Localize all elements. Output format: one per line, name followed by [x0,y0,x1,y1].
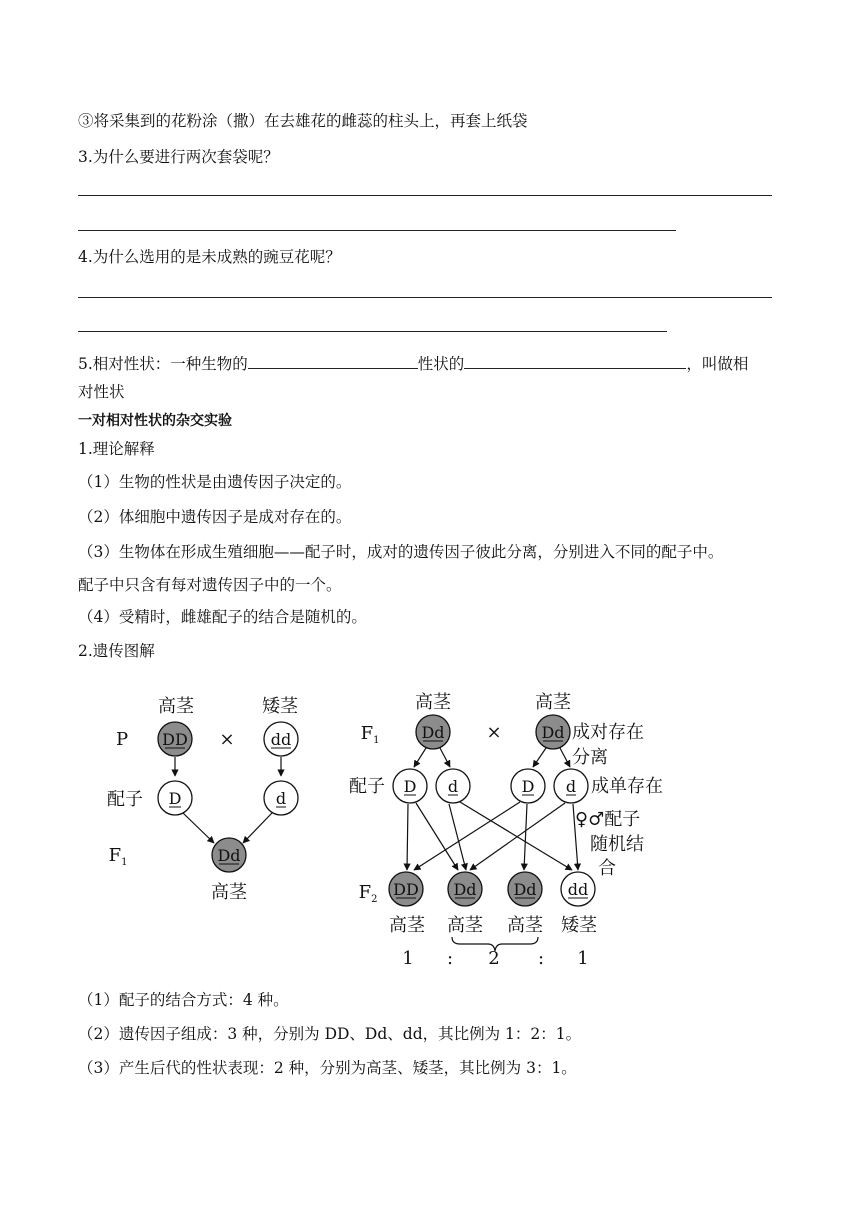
right-gamete-label: 配子 [349,776,385,797]
arrow [183,813,214,843]
gamete-text: D [403,777,417,796]
gamete-text: d [275,789,287,808]
f1-parent-text: Dd [421,723,445,742]
left-tall-label: 高茎 [158,696,194,717]
arrow [533,748,546,767]
note-gametes: ♀♂配子 [575,809,641,830]
note-combine: 合 [598,858,616,879]
result-item: （3）产生后代的性状表现：2 种，分别为高茎、矮茎，其比例为 3：1。 [78,1059,577,1077]
right-cross: × [486,722,502,743]
right-f1-sub: 1 [373,735,380,746]
theory-item: （3）生物体在形成生殖细胞——配子时，成对的遗传因子彼此分离，分别进入不同的配子中。 [78,543,724,561]
ratio-number: 1 [577,948,589,969]
arrow [440,748,450,767]
q5-text-a: 5.相对性状：一种生物的 [78,355,248,373]
parent-rr-text: dd [270,730,292,749]
result-item: （1）配子的结合方式：4 种。 [78,991,289,1009]
question-5-cont: 对性状 [78,383,125,401]
theory-title: 1.理论解释 [78,440,155,458]
offspring-text: Dd [453,880,477,899]
f1-pheno: 高茎 [211,882,247,903]
gamete-text: D [521,777,535,796]
step-3-text: ③将采集到的花粉涂（撒）在去雄花的雌蕊的柱头上，再套上纸袋 [78,112,528,130]
right-f1-letter: F [360,723,374,744]
theory-item: 配子中只含有每对遗传因子中的一个。 [78,576,342,594]
right-f1-label [361,723,380,746]
left-gamete-label: 配子 [107,789,143,810]
offspring-text: DD [393,880,419,899]
arrow [460,802,572,870]
left-f1-label [109,845,128,868]
f1-parent-text: Dd [541,723,565,742]
arrow [414,748,426,767]
gamete-text: d [565,777,577,796]
section-heading: 一对相对性状的杂交实验 [78,413,232,429]
phenotype-label: 高茎 [507,915,543,936]
left-f1-letter: F [108,845,122,866]
theory-item: （1）生物的性状是由遗传因子决定的。 [78,473,352,491]
note-separate: 分离 [572,747,608,768]
phenotype-label: 高茎 [389,915,425,936]
arrow [243,813,272,843]
arrow [560,748,570,767]
note-single: 成单存在 [591,776,663,797]
gamete-text: D [168,789,182,808]
phenotype-label: 矮茎 [561,915,597,936]
arrow [414,802,520,870]
phenotype-label: 高茎 [447,915,483,936]
theory-item: （2）体细胞中遗传因子是成对存在的。 [78,508,352,526]
ratio-colon: : [537,948,545,969]
left-cross: × [219,729,235,750]
right-tall-label: 高茎 [415,692,451,713]
right-f2-letter: F [358,882,372,903]
offspring-text: dd [567,880,589,899]
note-random: 随机结 [590,834,644,855]
right-tall-label: 高茎 [535,692,571,713]
left-f1-sub: 1 [121,857,128,868]
theory-item: （4）受精时，雌雄配子的结合是随机的。 [78,608,367,626]
left-p-label: P [115,729,129,750]
ratio-number: 2 [488,948,500,969]
f1-geno-text: Dd [217,846,241,865]
arrow [524,804,527,870]
note-paired: 成对存在 [572,722,644,743]
arrow [470,803,565,870]
offspring-text: Dd [513,880,537,899]
gamete-text: d [447,777,459,796]
right-f2-label [359,882,378,905]
left-short-label: 矮茎 [262,696,298,717]
q5-text-c: ，叫做相 [686,355,749,373]
question-4: 4.为什么选用的是未成熟的豌豆花呢？ [78,248,341,266]
result-item: （2）遗传因子组成：3 种，分别为 DD、Dd、dd，其比例为 1：2：1。 [78,1025,582,1043]
parent-dd-text: DD [162,730,188,749]
diagram-title: 2.遗传图解 [78,642,155,660]
arrow [407,804,408,870]
q5-text-b: 性状的 [417,355,465,373]
ratio-number: 1 [402,948,414,969]
ratio-colon: : [446,948,454,969]
question-3: 3.为什么要进行两次套袋呢？ [78,148,279,166]
right-f2-sub: 2 [371,894,378,905]
